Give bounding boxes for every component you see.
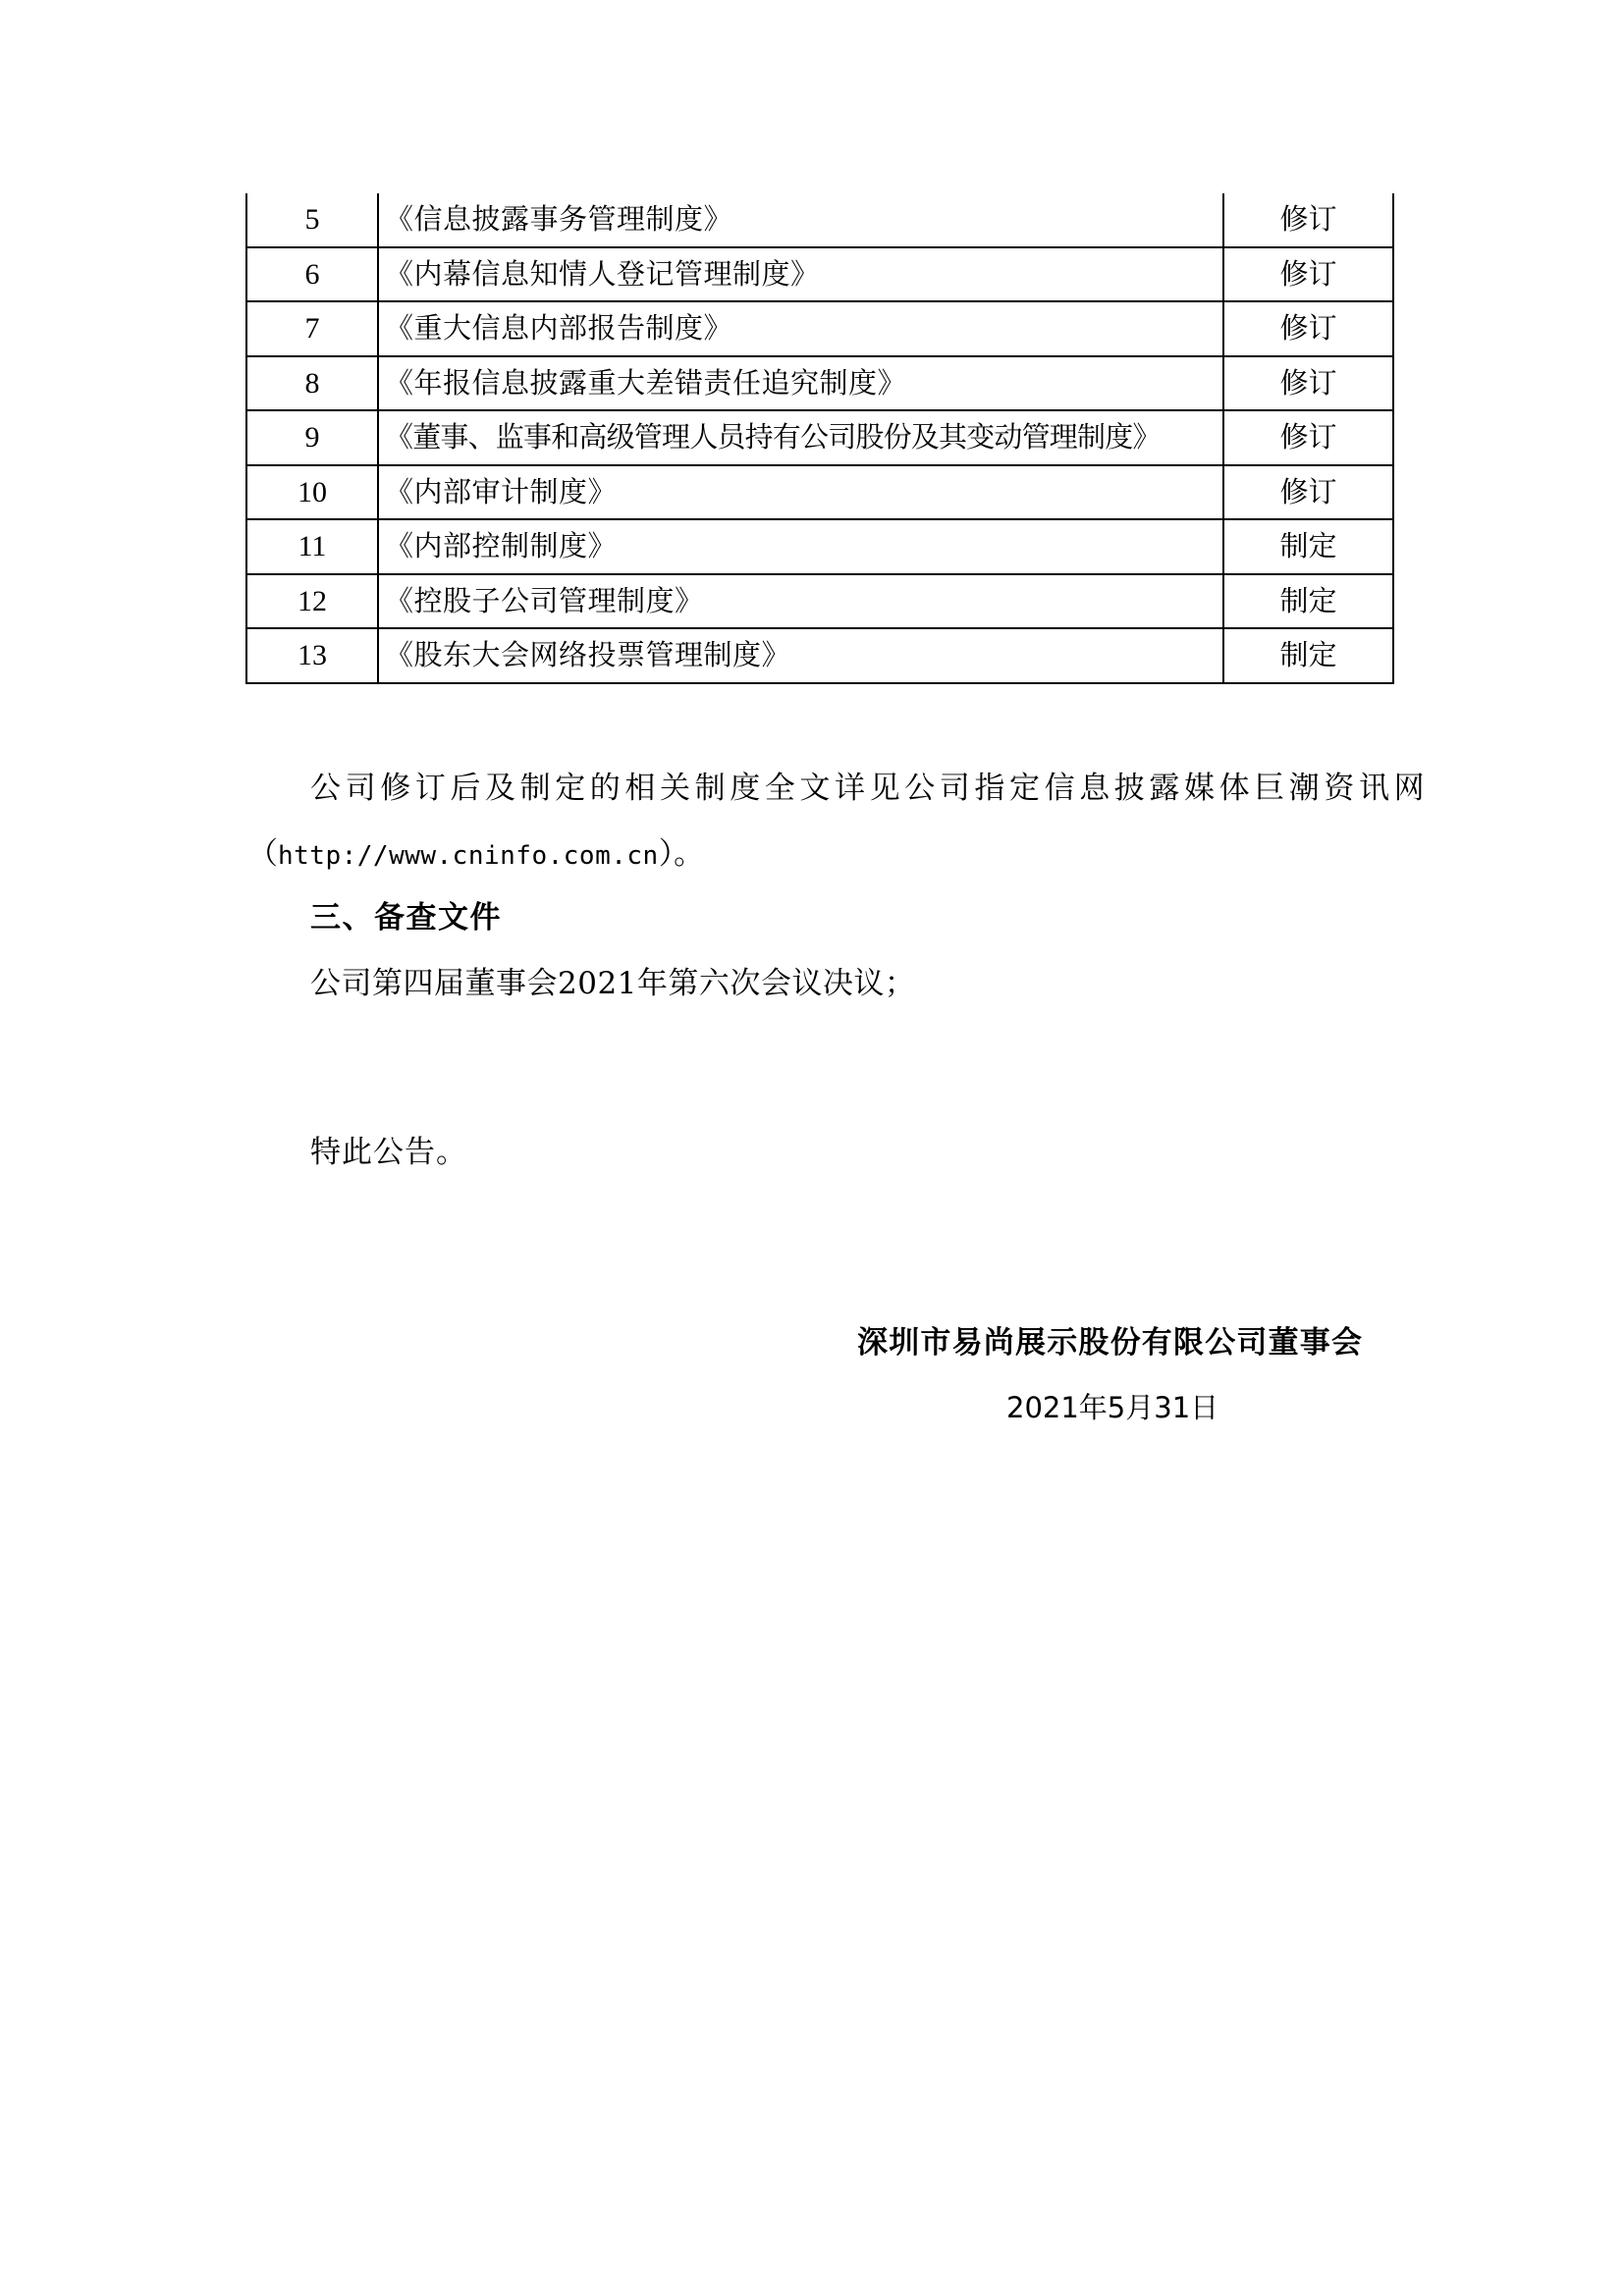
cninfo-url: http://www.cninfo.com.cn	[278, 841, 659, 871]
row-number: 13	[246, 628, 378, 683]
table-row	[246, 247, 1393, 302]
regulation-name: 《内部审计制度》	[378, 465, 1223, 520]
row-number: 9	[246, 410, 378, 465]
close-paren: ）。	[658, 836, 705, 872]
action-type: 修订	[1223, 247, 1393, 302]
action-type: 修订	[1223, 301, 1393, 356]
action-type: 修订	[1223, 356, 1393, 411]
table-row	[246, 574, 1393, 629]
full-text-note-url-line	[247, 834, 704, 876]
row-number: 8	[246, 356, 378, 411]
row-number: 10	[246, 465, 378, 520]
action-type: 制定	[1223, 628, 1393, 683]
table-row	[246, 628, 1393, 683]
row-number: 11	[246, 519, 378, 574]
action-type: 修订	[1223, 465, 1393, 520]
regulation-name: 《内幕信息知情人登记管理制度》	[378, 247, 1223, 302]
regulation-name: 《内部控制制度》	[378, 519, 1223, 574]
section-heading-reference-documents: 三、备查文件	[310, 900, 502, 935]
regulation-name: 《年报信息披露重大差错责任追究制度》	[378, 356, 1223, 411]
table-row	[246, 465, 1393, 520]
closing-statement: 特此公告。	[310, 1135, 467, 1170]
regulation-name: 《信息披露事务管理制度》	[378, 193, 1223, 247]
table-row	[246, 193, 1393, 247]
row-number: 5	[246, 193, 378, 247]
action-type: 修订	[1223, 410, 1393, 465]
action-type: 制定	[1223, 519, 1393, 574]
regulation-name: 《董事、监事和高级管理人员持有公司股份及其变动管理制度》	[378, 410, 1223, 465]
action-type: 修订	[1223, 193, 1393, 247]
full-text-note: 公司修订后及制定的相关制度全文详见公司指定信息披露媒体巨潮资讯网	[310, 771, 1430, 806]
regulation-name: 《重大信息内部报告制度》	[378, 301, 1223, 356]
open-paren: （	[247, 836, 278, 872]
action-type: 制定	[1223, 574, 1393, 629]
table-row	[246, 410, 1393, 465]
table-row	[246, 301, 1393, 356]
table-row	[246, 519, 1393, 574]
table-row	[246, 356, 1393, 411]
row-number: 7	[246, 301, 378, 356]
regulations-table	[245, 193, 1394, 684]
regulation-name: 《控股子公司管理制度》	[378, 574, 1223, 629]
signature-date: 2021年5月31日	[1006, 1391, 1219, 1424]
reference-document-item: 公司第四届董事会2021年第六次会议决议；	[310, 966, 916, 1001]
row-number: 6	[246, 247, 378, 302]
regulation-name: 《股东大会网络投票管理制度》	[378, 628, 1223, 683]
row-number: 12	[246, 574, 378, 629]
signature-company: 深圳市易尚展示股份有限公司董事会	[857, 1325, 1364, 1361]
